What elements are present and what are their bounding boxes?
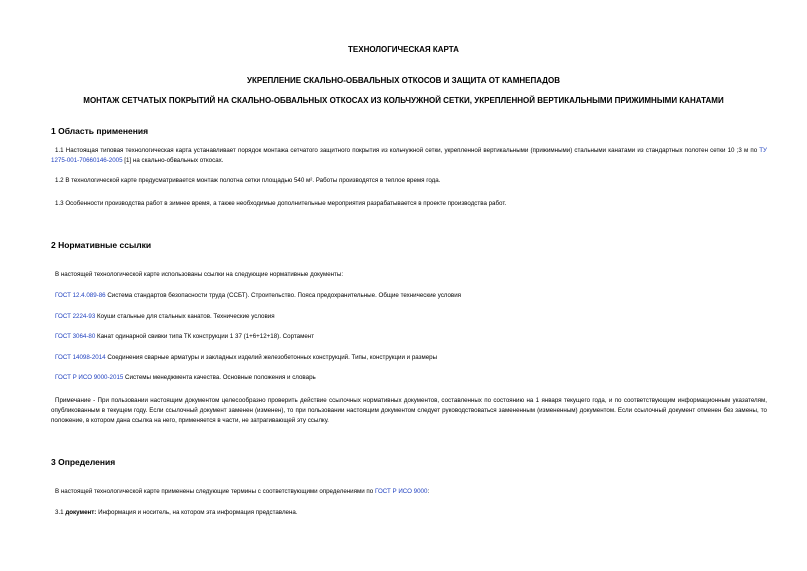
- reference-link[interactable]: ГОСТ 2224-93: [55, 313, 96, 320]
- paragraph-1-2: [55, 178, 440, 184]
- reference-link[interactable]: ГОСТ Р ИСО 9000-2015: [55, 374, 124, 381]
- section-3-heading: 3 Определения: [51, 457, 116, 467]
- reference-item: [55, 334, 314, 340]
- paragraph-1-2-end: . Работы производятся в теплое время года.: [312, 177, 441, 184]
- multiply-sign: ;: [736, 147, 739, 154]
- document-subtitle-2: МОНТАЖ СЕТЧАТЫХ ПОКРЫТИЙ НА СКАЛЬНО-ОБВАЛЬНЫХ ОТКОСАХ ИЗ КОЛЬЧУЖНОЙ СЕТКИ, УКРЕПЛЕННОЙ ВЕРТИКАЛЬНЫМИ ПРИЖИМНЫМИ КАНАТАМИ: [83, 96, 724, 105]
- references-intro: В настоящей технологической карте использованы ссылки на следующие нормативные документы:: [55, 271, 344, 278]
- section-1-heading: 1 Область применения: [51, 126, 149, 136]
- reference-text: Система стандартов безопасности труда (ССБТ). Строительство. Пояса предохранительные. Общие технические условия: [105, 292, 462, 299]
- reference-text: Коуши стальные для стальных канатов. Технические условия: [95, 313, 275, 320]
- reference-text: Системы менеджмента качества. Основные положения и словарь: [123, 374, 316, 381]
- definitions-intro-end: :: [427, 488, 430, 495]
- reference-item: [55, 355, 437, 361]
- references-note: Примечание - При пользовании настоящим документом целесообразно проверить действие ссылочных нормативных документов, составленных по состоянию на 1 января текущего года, и по соответствующим информационным указателям, опубликованным в текущем году. Если ссылочный документ заменен (изменен), то при пользовании настоящим документом следует руководствоваться замененным (измененным) документом. Если ссылочный документ отменен без замены, то положение, в котором дана ссылка на него, применяется в части, не затрагивающей эту ссылку.: [51, 397, 767, 424]
- reference-item: [55, 375, 316, 381]
- definition-3-1: [55, 510, 298, 516]
- reference-item: [55, 293, 461, 299]
- paragraph-1-2-text: 1.2 В технологической карте предусматривается монтаж полотна сетки площадью 540 м: [55, 177, 311, 184]
- reference-link[interactable]: ГОСТ 12.4.089-86: [55, 292, 106, 299]
- document-title: ТЕХНОЛОГИЧЕСКАЯ КАРТА: [348, 45, 459, 54]
- definitions-intro: [55, 489, 429, 495]
- paragraph-1-1: [51, 146, 767, 166]
- section-2-heading: 2 Нормативные ссылки: [51, 240, 152, 250]
- gost-iso-9000-link[interactable]: ГОСТ Р ИСО 9000: [374, 488, 428, 495]
- reference-item: [55, 314, 275, 320]
- reference-text: Канат одинарной свивки типа ТК конструкции 1 37 (1+6+12+18). Сортамент: [95, 333, 315, 340]
- paragraph-1-1-end: [1] на скально-обвальных откосах.: [122, 157, 224, 164]
- paragraph-1-1-mid: 3 м по: [738, 147, 760, 154]
- reference-link[interactable]: ГОСТ 14098-2014: [55, 354, 106, 361]
- paragraph-1-3: 1.3 Особенности производства работ в зимнее время, а также необходимые дополнительные мероприятия разрабатывается в проекте производства работ.: [55, 200, 507, 207]
- reference-link[interactable]: ГОСТ 3064-80: [55, 333, 96, 340]
- definitions-intro-text: В настоящей технологической карте применены следующие термины с соответствующими определениями по: [55, 488, 375, 495]
- tu-1275-link[interactable]: ТУ 1275-001-70660146-2005: [51, 147, 767, 164]
- document-subtitle-1: УКРЕПЛЕНИЕ СКАЛЬНО-ОБВАЛЬНЫХ ОТКОСОВ И ЗАЩИТА ОТ КАМНЕПАДОВ: [247, 76, 560, 85]
- paragraph-1-1-text: 1.1 Настоящая типовая технологическая карта устанавливает порядок монтажа сетчатого защитного покрытия из кольчужной сетки, укрепленной вертикальными (прижимными) стальными канатами из стандартных полотен сетки 10: [55, 147, 735, 154]
- reference-text: Соединения сварные арматуры и закладных изделий железобетонных конструкций. Типы, конструкции и размеры: [105, 354, 438, 361]
- definition-number: 3.1: [55, 509, 66, 516]
- superscript-2: ²: [310, 177, 313, 184]
- definition-term: документ:: [65, 509, 97, 516]
- definition-text: Информация и носитель, на котором эта информация представлена.: [96, 509, 298, 516]
